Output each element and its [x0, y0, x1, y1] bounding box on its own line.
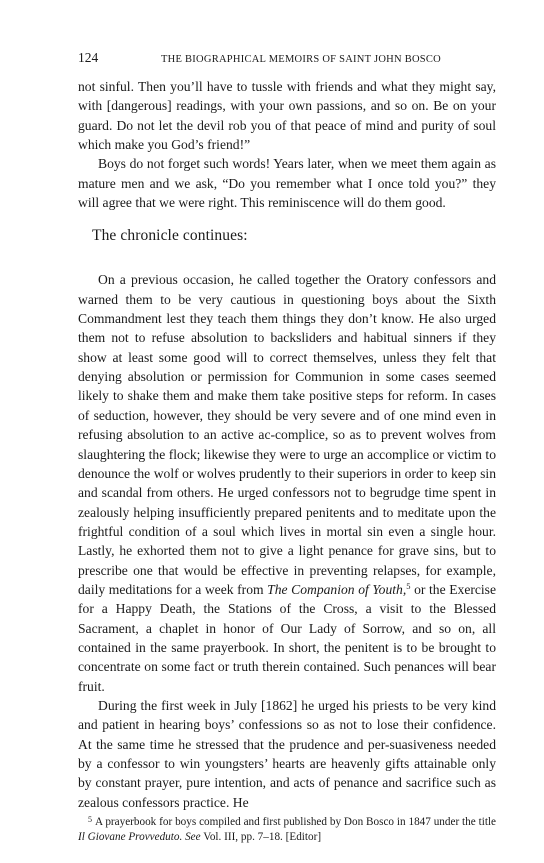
footnote — [78, 813, 496, 844]
footnote-mark: 5 — [88, 815, 92, 825]
paragraph-text: or the Exercise for a Happy Death, the Stations of the Cross, a visit to the Blessed Sacrament, a chaplet in honor of Our Lady of Sorrow, and so on, all contained in the same prayerbook. In short, the penitent is to be brought to concentrate on some fact or truth therein contained. Such penances will bear fruit. — [78, 581, 497, 694]
page-header — [78, 50, 496, 68]
paragraph: not sinful. Then you’ll have to tussle with friends and what they might say, with [dangerous] readings, with your own passions, and so on. Be on your guard. Do not let the devil rob you of that peace of mind and purity of soul which make you God’s friend!” — [78, 79, 496, 153]
book-page — [78, 50, 496, 844]
footnote-reference[interactable]: 5 — [406, 580, 411, 591]
running-head: THE BIOGRAPHICAL MEMOIRS OF SAINT JOHN BOSCO — [161, 54, 441, 65]
body-text — [78, 77, 496, 844]
footnote-text: A prayerbook for boys compiled and first published by Don Bosco in 1847 under the title — [95, 816, 496, 829]
book-title: The Companion of Youth, — [267, 581, 407, 597]
footnote-book-title: Il Giovane Provveduto. — [78, 830, 183, 843]
paragraph: Boys do not forget such words! Years later, when we meet them again as mature men and we ask, “Do you remember what I once told you?” they will agree that we were right. This reminiscence will do them good. — [78, 156, 496, 211]
paragraph: During the first week in July [1862] he urged his priests to be very kind and patient in hearing boys’ confessions so as not to lose their confidence. At the same time he stressed that the prudence and per-suasiveness needed by a confessor to win youngsters’ hearts are heavenly gifts attainable only by constant prayer, pure intention, and acts of penance and sacrifice such as zealous confessors practice. He — [78, 697, 496, 810]
footnote-text: Vol. III, pp. 7–18. [Editor] — [200, 830, 322, 843]
paragraph — [78, 270, 496, 696]
chronicle-heading: The chronicle continues: — [92, 227, 248, 245]
page-number: 124 — [78, 50, 99, 65]
paragraph-text: On a previous occasion, he called together the Oratory confessors and warned them to be very cautious in questioning boys about the Sixth Commandment lest they teach them things they don’t know. He also urged them not to refuse absolution to backsliders and habitual sinners if they show at least some good will to correct themselves, unless they felt that denying absolution or permission for Communion in some cases seemed likely to shake them and make them take positive steps for reform. In cases of seduction, however, they should be very severe and of one mind even in refusing absolution to an active ac-complice, so as to prevent wolves from slaughtering the flock; likewise they were to urge an accomplice or victim to denounce the wolf or wolves prudently to their superiors in order to keep sin and scandal from others. He urged confessors not to begrudge time spent in zealously helping insufficiently prepared penitents and to meditate upon the frightful condition of a soul which lives in mortal sin even a single hour. Lastly, he exhorted them not to give a light penance for grave sins, but to prescribe one that would be effective in preventing relapses, for example, daily meditations for a week from — [78, 272, 496, 597]
footnote-see: See — [185, 830, 201, 843]
